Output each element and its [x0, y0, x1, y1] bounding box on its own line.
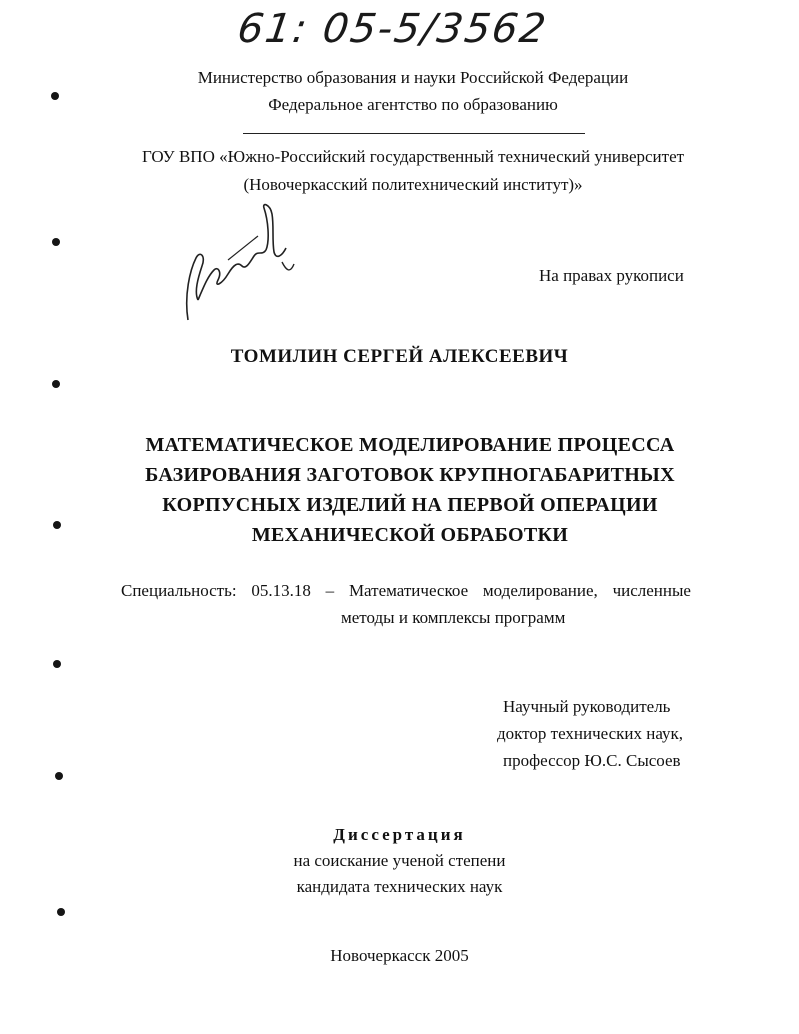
agency-line: Федеральное агентство по образованию: [268, 95, 558, 114]
supervisor-degree: доктор технических наук,: [497, 724, 684, 743]
header-divider: [243, 133, 585, 134]
author-name: ТОМИЛИН СЕРГЕЙ АЛЕКСЕЕВИЧ: [230, 346, 569, 367]
signature-image: [178, 200, 298, 330]
punch-mark: [51, 92, 59, 100]
dissertation-degree-line: на соискание ученой степени: [293, 851, 506, 870]
dissertation-title: [100, 430, 720, 550]
punch-mark: [55, 772, 63, 780]
specialty-word: численные: [612, 581, 691, 600]
specialty-line-2: методы и комплексы программ: [341, 608, 566, 627]
handwritten-archive-number: 61: 05-5/3562: [234, 6, 551, 52]
punch-mark: [53, 521, 61, 529]
supervisor-name: профессор Ю.С. Сысоев: [503, 751, 681, 770]
specialty-word: Математическое: [348, 581, 469, 600]
university-line-1: ГОУ ВПО «Южно-Российский государственный технический университет: [141, 147, 685, 166]
dissertation-block: [0, 822, 799, 900]
punch-mark: [57, 908, 65, 916]
specialty-block: [121, 580, 691, 627]
ministry-line: Министерство образования и науки Российской Федерации: [197, 68, 629, 87]
dissertation-field-line: кандидата технических наук: [296, 877, 503, 896]
title-line: МАТЕМАТИЧЕСКОЕ МОДЕЛИРОВАНИЕ ПРОЦЕССА: [145, 434, 675, 456]
punch-mark: [52, 238, 60, 246]
supervisor-block: [497, 693, 683, 774]
rights-note: На правах рукописи: [539, 266, 684, 285]
title-line: КОРПУСНЫХ ИЗДЕЛИЙ НА ПЕРВОЙ ОПЕРАЦИИ: [162, 494, 658, 516]
specialty-dash: –: [325, 581, 335, 600]
city-year: Новочеркасск 2005: [330, 946, 469, 965]
punch-mark: [53, 660, 61, 668]
punch-mark: [52, 380, 60, 388]
specialty-label: Специальность:: [121, 581, 237, 600]
title-line: МЕХАНИЧЕСКОЙ ОБРАБОТКИ: [251, 524, 569, 546]
supervisor-role: Научный руководитель: [503, 697, 671, 716]
specialty-code: 05.13.18: [251, 581, 311, 600]
university-line-2: (Новочеркасский политехнический институт)»: [243, 175, 583, 194]
specialty-word: моделирование,: [482, 581, 598, 600]
title-line: БАЗИРОВАНИЯ ЗАГОТОВОК КРУПНОГАБАРИТНЫХ: [145, 464, 675, 486]
dissertation-heading: Диссертация: [333, 825, 466, 844]
